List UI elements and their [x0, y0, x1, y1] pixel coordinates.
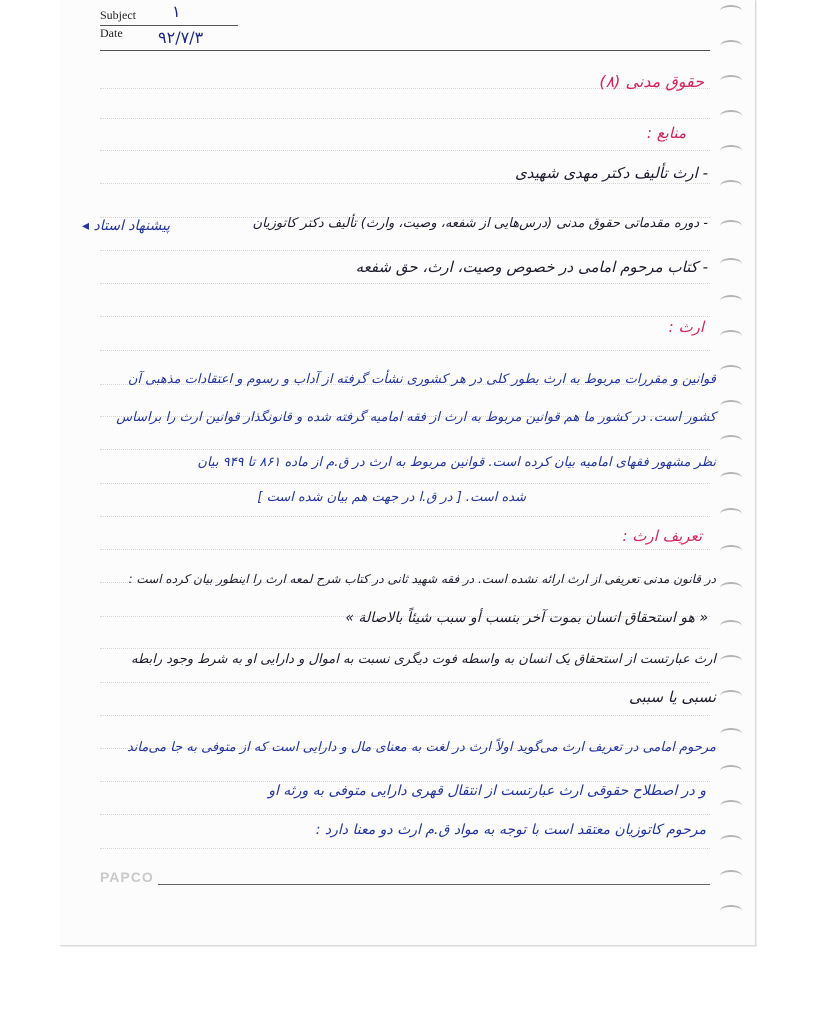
definition-line: نسبی یا سببی	[629, 688, 716, 706]
date-value: ۹۲/۷/۳	[158, 28, 204, 47]
paragraph-line: کشور است. در کشور ما هم قوانین مربوط به ارث از فقه امامیه گرفته شده و قانونگذار قوانین ارث را براساس	[116, 410, 716, 425]
binder-ring	[720, 765, 742, 777]
ruled-line	[100, 183, 710, 184]
ruled-line	[100, 781, 710, 782]
binder-ring	[720, 472, 742, 484]
ruled-line	[100, 316, 710, 317]
binder-ring	[720, 905, 742, 917]
date-label: Date	[100, 26, 123, 40]
ruled-line	[100, 150, 710, 151]
binder-ring	[720, 295, 742, 307]
source-item: - ارث تألیف دکتر مهدی شهیدی	[515, 164, 708, 182]
binder-ring	[720, 40, 742, 52]
binder-ring	[720, 620, 742, 632]
footer-rule	[158, 884, 710, 885]
binder-ring	[720, 75, 742, 87]
binder-ring	[720, 365, 742, 377]
ruled-line	[100, 516, 710, 517]
ruled-line	[100, 350, 710, 351]
sources-heading: منابع :	[646, 124, 686, 142]
binder-ring	[720, 800, 742, 812]
binder-ring	[720, 835, 742, 847]
source-item: - دوره مقدماتی حقوق مدنی (درس‌هایی از شفعه، وصیت، وارث) تألیف دکتر کاتوزیان	[252, 216, 708, 231]
ruled-line	[100, 814, 710, 815]
ruled-line	[100, 483, 710, 484]
paragraph-line: نظر مشهور فقهای امامیه بیان کرده است. قوانین مربوط به ارث در ق.م از ماده ۸۶۱ تا ۹۴۹ بیان	[197, 455, 716, 470]
ruled-line	[100, 682, 710, 683]
suggestion-text: پیشنهاد استاد	[93, 218, 171, 234]
binder-ring	[720, 728, 742, 740]
binder-ring	[720, 582, 742, 594]
source-item: - کتاب مرحوم امامی در خصوص وصیت، ارث، حق شفعه	[355, 258, 708, 276]
binder-ring	[720, 690, 742, 702]
paragraph-line: شده است. [ در ق.ا در جهت هم بیان شده است ]	[257, 490, 526, 505]
definition-line: ارث عبارتست از استحقاق یک انسان به واسطه فوت دیگری نسبت به اموال و دارایی او به شرط وجود رابطه	[131, 652, 716, 667]
ruled-line	[100, 848, 710, 849]
ruled-line	[100, 715, 710, 716]
ruled-line	[100, 283, 710, 284]
ruled-line	[100, 549, 710, 550]
binder-ring	[720, 110, 742, 122]
binder-ring	[720, 180, 742, 192]
subject-value: ۱	[172, 2, 181, 21]
binder-ring	[720, 435, 742, 447]
binder-ring	[720, 220, 742, 232]
ruled-line	[100, 250, 710, 251]
binder-ring	[720, 870, 742, 882]
suggestion-note	[82, 218, 170, 234]
subject-label: Subject	[100, 8, 136, 22]
arrow-left-icon: ◂	[82, 218, 90, 234]
ruled-line	[100, 118, 710, 119]
binder-ring	[720, 545, 742, 557]
ruled-line	[100, 648, 710, 649]
page-title: حقوق مدنی (۸)	[599, 72, 704, 91]
binder-ring	[720, 400, 742, 412]
header-rule	[100, 50, 710, 51]
definition-line: در قانون مدنی تعریفی از ارث ارائه نشده است. در فقه شهید ثانی در کتاب شرح لمعه ارث را اینطور بیان کرده است :	[128, 572, 716, 586]
binder-ring	[720, 5, 742, 17]
ruled-line	[100, 449, 710, 450]
binder-ring	[720, 258, 742, 270]
binder-ring	[720, 145, 742, 157]
inheritance-heading: ارث :	[668, 318, 704, 336]
imami-line: و در اصطلاح حقوقی ارث عبارتست از انتقال قهری دارایی متوفی به ورثه او	[268, 783, 706, 799]
binder-ring	[720, 655, 742, 667]
binder-ring	[720, 330, 742, 342]
brand-logo: PAPCO	[100, 869, 154, 885]
paragraph-line: قوانین و مقررات مربوط به ارث بطور کلی در هر کشوری نشأت گرفته از آداب و رسوم و اعتقادات مذهبی آن	[127, 372, 716, 387]
imami-line: مرحوم کاتوزیان معتقد است با توجه به مواد ق.م ارث دو معنا دارد :	[315, 822, 706, 838]
arabic-quote: « هو استحقاق انسان بموت آخر بنسب أو سبب شیئاً بالاصالة »	[345, 610, 708, 626]
definition-heading: تعریف ارث :	[622, 527, 702, 545]
binder-ring	[720, 508, 742, 520]
imami-line: مرحوم امامی در تعریف ارث می‌گوید اولاً ارث در لغت به معنای مال و دارایی است که از متوفی به جا می‌ماند	[126, 740, 716, 755]
